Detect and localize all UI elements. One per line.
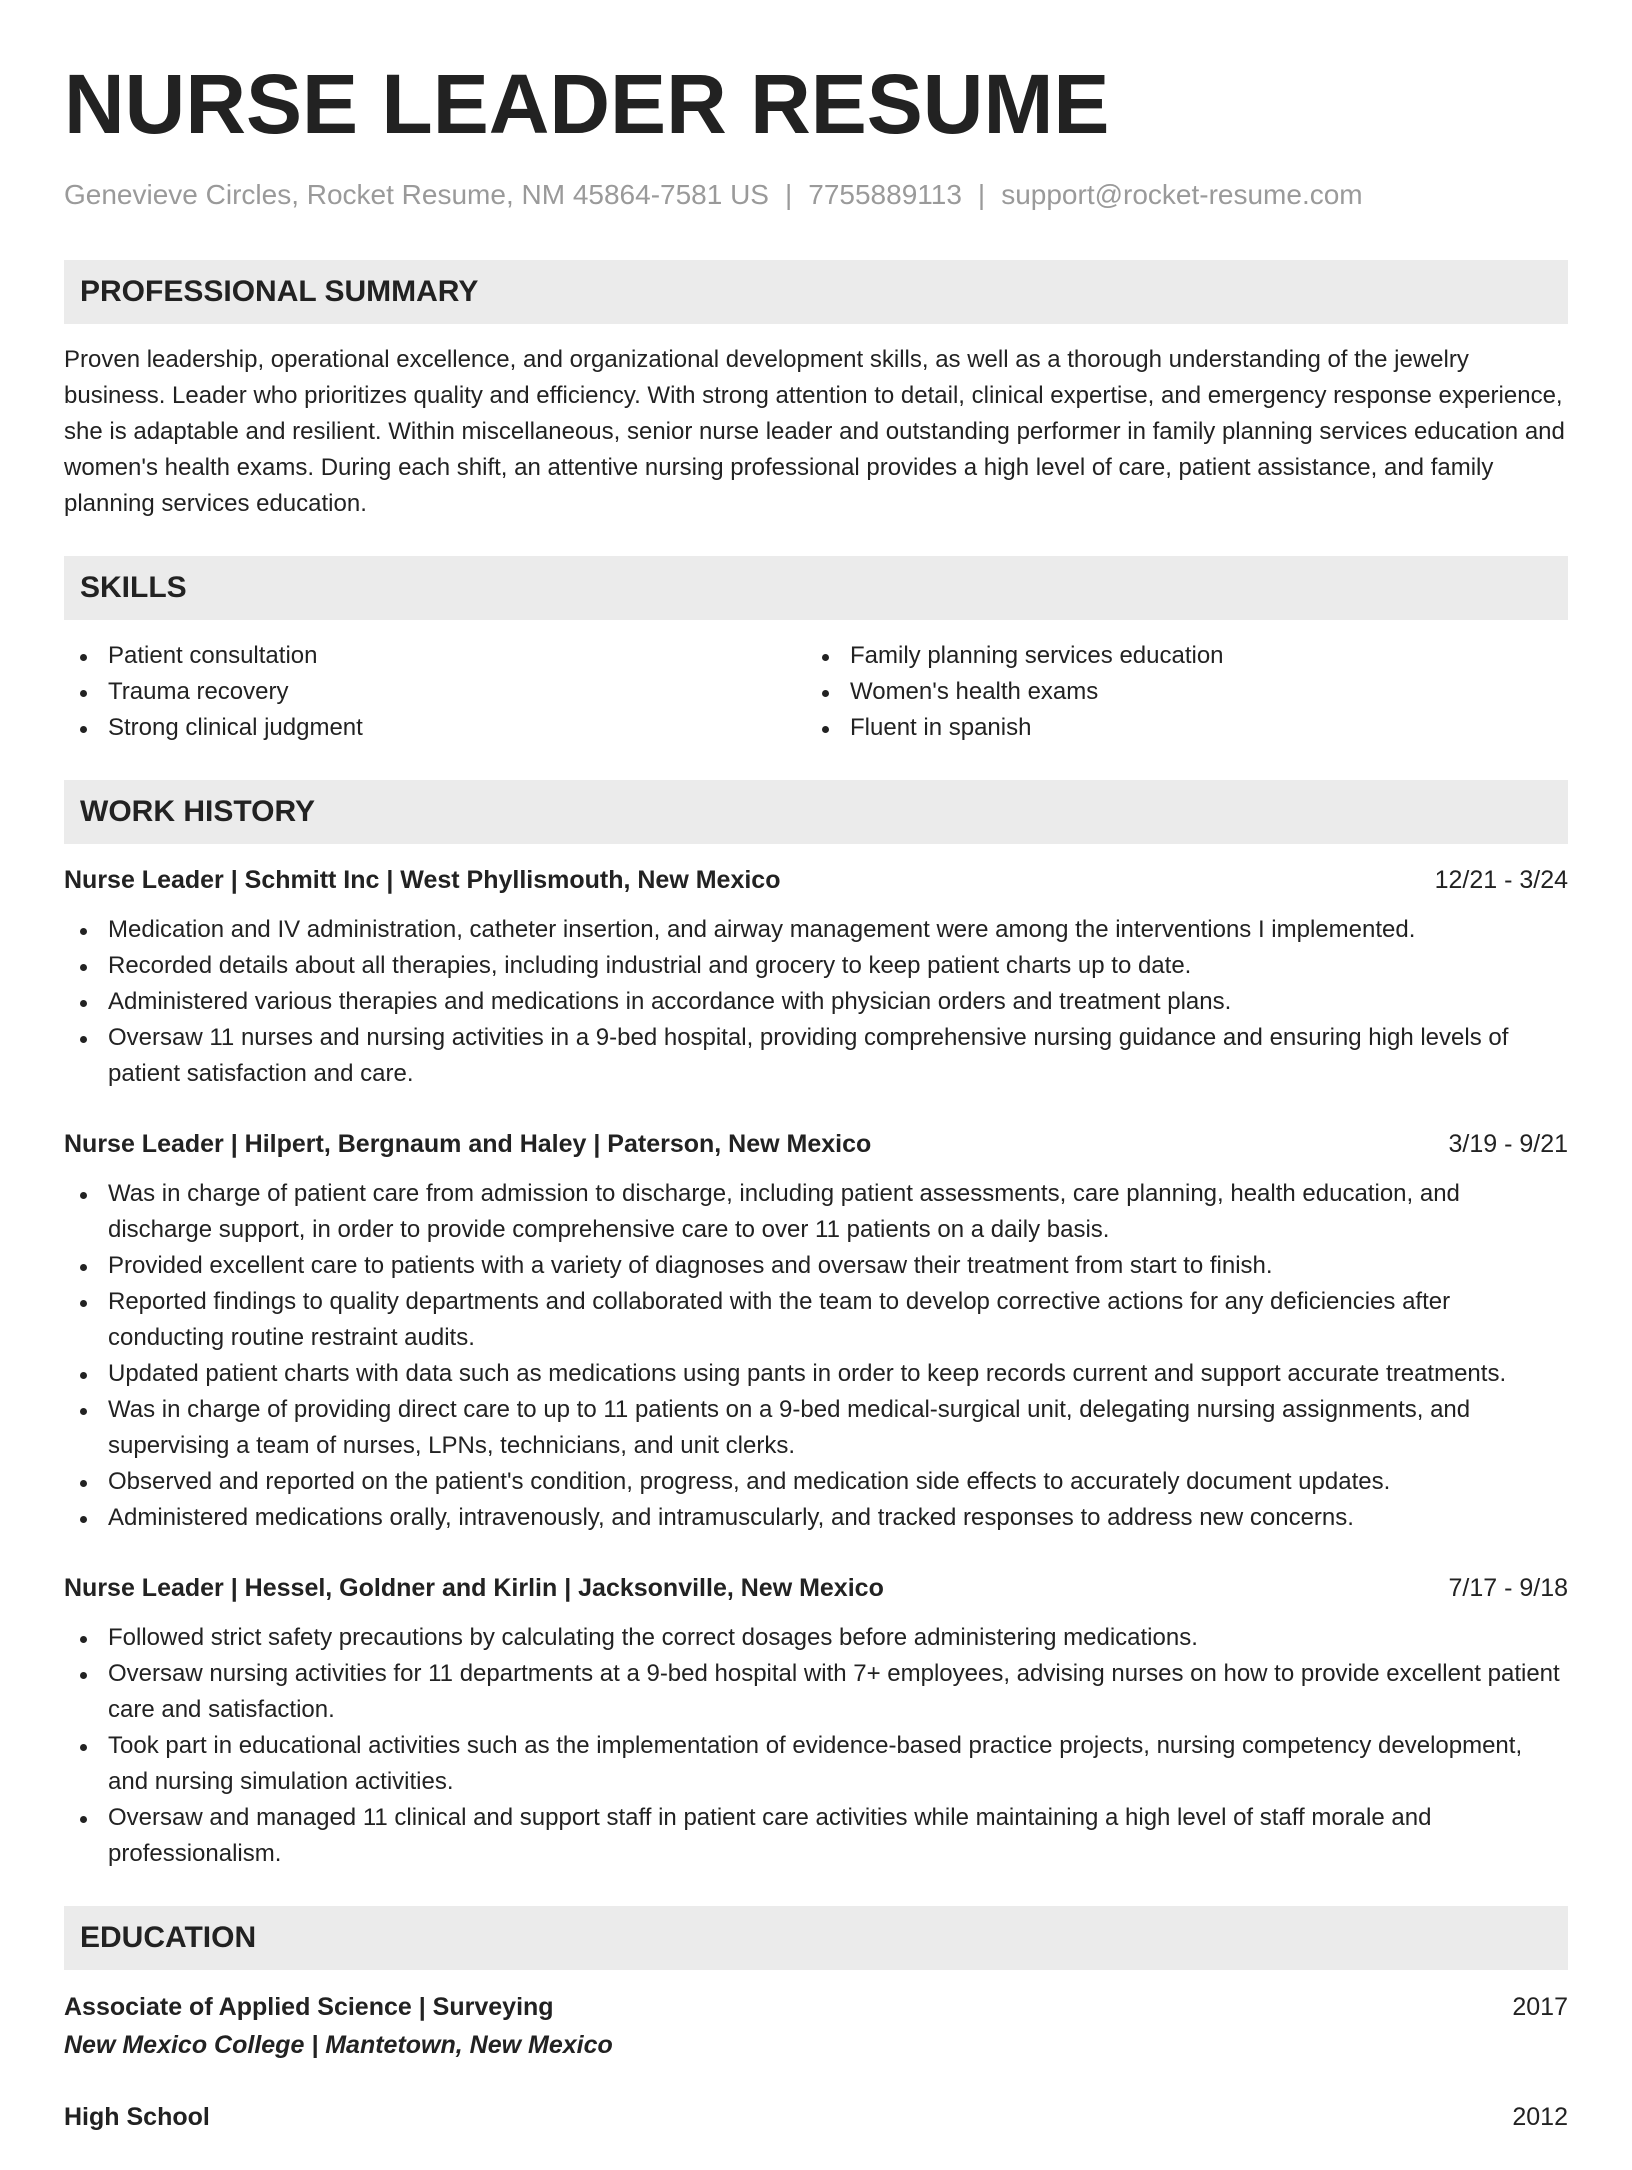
job-bullets [64, 912, 1568, 1092]
job-bullet: Provided excellent care to patients with a variety of diagnoses and oversaw their treatment from start to finish. [64, 1248, 1568, 1284]
job-bullets [64, 1176, 1568, 1536]
skill-item: Patient consultation [64, 638, 806, 674]
education-entry [64, 2098, 1568, 2136]
skills-right-column [806, 638, 1548, 746]
skill-item: Women's health exams [806, 674, 1548, 710]
education-entry [64, 1988, 1568, 2064]
contact-line [64, 178, 1568, 212]
contact-separator: | [977, 179, 986, 210]
skill-item: Strong clinical judgment [64, 710, 806, 746]
work-heading: WORK HISTORY [64, 780, 1568, 844]
skill-item: Fluent in spanish [806, 710, 1548, 746]
education-section [64, 1906, 1568, 2136]
summary-heading: PROFESSIONAL SUMMARY [64, 260, 1568, 324]
skills-heading: SKILLS [64, 556, 1568, 620]
job-bullet: Oversaw and managed 11 clinical and support staff in patient care activities while maintaining a high level of staff morale and professionalism. [64, 1800, 1568, 1872]
skills-left-column [64, 638, 806, 746]
job-title: Nurse Leader | Hilpert, Bergnaum and Haley | Paterson, New Mexico [64, 1130, 872, 1158]
skill-item: Family planning services education [806, 638, 1548, 674]
job-entry [64, 1126, 1568, 1536]
job-bullet: Medication and IV administration, catheter insertion, and airway management were among the interventions I implemented. [64, 912, 1568, 948]
job-bullet: Was in charge of providing direct care to up to 11 patients on a 9-bed medical-surgical unit, delegating nursing assignments, and supervising a team of nurses, LPNs, technicians, and unit clerks. [64, 1392, 1568, 1464]
education-degree: High School [64, 2103, 210, 2131]
job-title: Nurse Leader | Hessel, Goldner and Kirlin | Jacksonville, New Mexico [64, 1574, 884, 1602]
contact-separator: | [784, 179, 793, 210]
skills-grid [64, 638, 1568, 746]
job-dates: 12/21 - 3/24 [1434, 866, 1568, 894]
job-dates: 3/19 - 9/21 [1448, 1130, 1568, 1158]
job-header [64, 1570, 1568, 1606]
education-degree: Associate of Applied Science | Surveying [64, 1993, 554, 2021]
job-bullet: Oversaw nursing activities for 11 departments at a 9-bed hospital with 7+ employees, advising nurses on how to provide excellent patient care and satisfaction. [64, 1656, 1568, 1728]
job-bullet: Administered medications orally, intravenously, and intramuscularly, and tracked responses to address new concerns. [64, 1500, 1568, 1536]
education-header [64, 1988, 1568, 2026]
job-bullet: Reported findings to quality departments and collaborated with the team to develop corrective actions for any deficiencies after conducting routine restraint audits. [64, 1284, 1568, 1356]
education-year: 2012 [1512, 2103, 1568, 2131]
resume-content [64, 58, 1568, 2170]
job-bullets [64, 1620, 1568, 1872]
education-school: New Mexico College | Mantetown, New Mexico [64, 2031, 613, 2059]
resume-title: NURSE LEADER RESUME [64, 57, 1110, 151]
summary-section [64, 260, 1568, 522]
education-year: 2017 [1512, 1993, 1568, 2021]
contact-email: support@rocket-resume.com [1001, 179, 1363, 210]
job-title: Nurse Leader | Schmitt Inc | West Phyllismouth, New Mexico [64, 866, 781, 894]
job-header [64, 1126, 1568, 1162]
job-entry [64, 862, 1568, 1092]
job-bullet: Followed strict safety precautions by calculating the correct dosages before administering medications. [64, 1620, 1568, 1656]
summary-text: Proven leadership, operational excellence, and organizational development skills, as well as a thorough understanding of the jewelry business. Leader who prioritizes quality and efficiency. With strong attention to detail, clinical expertise, and emergency response experience, she is adaptable and resilient. Within miscellaneous, senior nurse leader and outstanding performer in family planning services education and women's health exams. During each shift, an attentive nursing professional provides a high level of care, patient assistance, and family planning services education. [64, 346, 1565, 517]
job-bullet: Oversaw 11 nurses and nursing activities in a 9-bed hospital, providing comprehensive nursing guidance and ensuring high levels of patient satisfaction and care. [64, 1020, 1568, 1092]
job-bullet: Observed and reported on the patient's condition, progress, and medication side effects to accurately document updates. [64, 1464, 1568, 1500]
contact-phone: 7755889113 [808, 179, 962, 210]
skills-section [64, 556, 1568, 746]
job-entry [64, 1570, 1568, 1872]
work-section [64, 780, 1568, 1872]
job-bullet: Recorded details about all therapies, including industrial and grocery to keep patient charts up to date. [64, 948, 1568, 984]
skill-item: Trauma recovery [64, 674, 806, 710]
job-bullet: Took part in educational activities such as the implementation of evidence-based practice projects, nursing competency development, and nursing simulation activities. [64, 1728, 1568, 1800]
education-heading: EDUCATION [64, 1906, 1568, 1970]
contact-address: Genevieve Circles, Rocket Resume, NM 45864-7581 US [64, 179, 769, 210]
job-dates: 7/17 - 9/18 [1448, 1574, 1568, 1602]
job-header [64, 862, 1568, 898]
education-header [64, 2098, 1568, 2136]
job-bullet: Updated patient charts with data such as medications using pants in order to keep records current and support accurate treatments. [64, 1356, 1568, 1392]
job-bullet: Administered various therapies and medications in accordance with physician orders and treatment plans. [64, 984, 1568, 1020]
job-bullet: Was in charge of patient care from admission to discharge, including patient assessments, care planning, health education, and discharge support, in order to provide comprehensive care to over 11 patients on a daily basis. [64, 1176, 1568, 1248]
